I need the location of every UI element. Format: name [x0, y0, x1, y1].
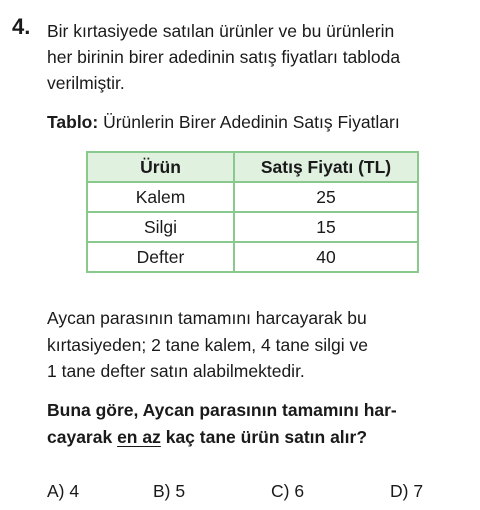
table-row	[87, 182, 418, 212]
table-caption	[47, 112, 400, 133]
price-table	[86, 151, 419, 273]
paragraph-line: Aycan parasının tamamını harcayarak bu	[47, 308, 367, 328]
stem-line: Bir kırtasiyede satılan ürünler ve bu ürünlerin	[47, 21, 395, 41]
table-header-row	[87, 152, 418, 182]
question-number: 4.	[12, 14, 31, 39]
problem-paragraph	[47, 305, 368, 385]
choice-b[interactable]: B) 5	[153, 481, 186, 501]
paragraph-line: kırtasiyeden; 2 tane kalem, 4 tane silgi ve	[47, 334, 369, 355]
price-cell: 40	[234, 242, 418, 272]
underlined-emphasis: en az	[117, 427, 161, 447]
product-cell: Defter	[87, 242, 234, 272]
paragraph-line: 1 tane defter satın alabilmektedir.	[47, 361, 305, 381]
price-cell: 25	[234, 182, 418, 212]
choice-a[interactable]: A) 4	[47, 481, 80, 501]
choice-c[interactable]: C) 6	[271, 481, 305, 501]
question-prompt	[47, 397, 397, 451]
header-product: Ürün	[87, 152, 234, 182]
table-row	[87, 242, 418, 272]
prompt-line-1: Buna göre, Aycan parasının tamamını har-	[47, 400, 397, 420]
prompt-line-2	[47, 424, 397, 451]
product-cell: Silgi	[87, 212, 234, 242]
product-cell: Kalem	[87, 182, 234, 212]
header-price: Satış Fiyatı (TL)	[234, 152, 418, 182]
stem-line: verilmiştir.	[47, 73, 125, 93]
question-stem	[47, 18, 467, 96]
stem-line: her birinin birer adedinin satış fiyatları tabloda	[47, 47, 401, 67]
prompt-line-2-post: kaç tane ürün satın alır?	[160, 427, 368, 447]
price-cell: 15	[234, 212, 418, 242]
table-caption-text: Ürünlerin Birer Adedinin Satış Fiyatları	[98, 112, 400, 132]
prompt-line-2-pre: cayarak	[47, 427, 118, 447]
table-row	[87, 212, 418, 242]
table-caption-label: Tablo:	[47, 112, 99, 132]
choice-d[interactable]: D) 7	[390, 481, 424, 501]
